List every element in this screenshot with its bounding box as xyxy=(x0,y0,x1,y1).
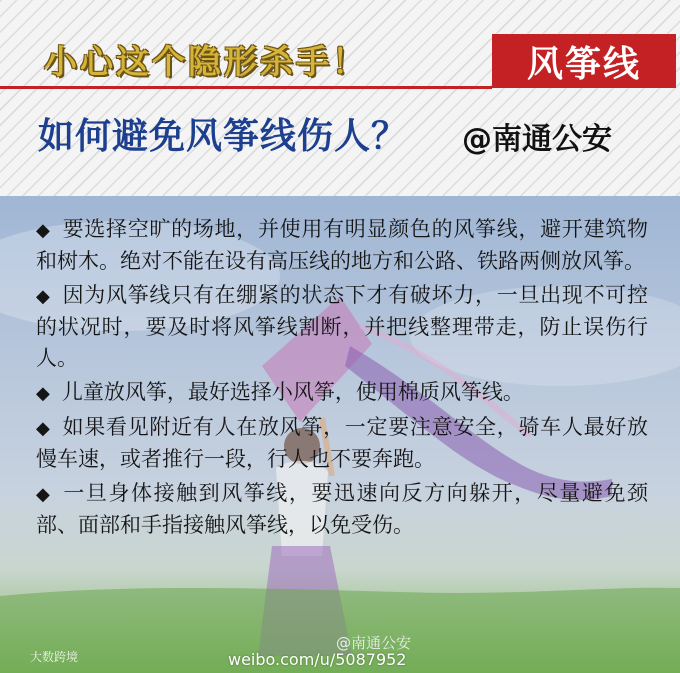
diamond-bullet-icon: ◆ xyxy=(36,383,50,404)
diamond-bullet-icon: ◆ xyxy=(36,286,51,307)
tip-item xyxy=(36,214,648,277)
tip-item xyxy=(36,478,648,541)
red-divider-line xyxy=(0,86,492,89)
watermark-weibo-url: weibo.com/u/5087952 xyxy=(228,650,407,669)
topic-badge: 风筝线 xyxy=(492,34,676,88)
diamond-bullet-icon: ◆ xyxy=(36,484,52,505)
tip-text: 一旦身体接触到风筝线，要迅速向反方向躲开，尽量避免颈部、面部和手指接触风筝线，以免受伤。 xyxy=(36,481,648,537)
tip-text: 儿童放风筝，最好选择小风筝，使用棉质风筝线。 xyxy=(61,380,524,404)
tip-text: 要选择空旷的场地，并使用有明显颜色的风筝线，避开建筑物和树木。绝对不能在设有高压线的地方和公路、铁路两侧放风筝。 xyxy=(36,217,649,273)
header-band xyxy=(0,0,680,196)
headline: 如何避免风筝线伤人？ xyxy=(38,116,409,157)
tip-text: 如果看见附近有人在放风筝，一定要注意安全，骑车人最好放慢车速，或者推行一段，行人也不要奔跑。 xyxy=(36,415,649,471)
account-handle: @南通公安 xyxy=(462,122,612,157)
watermark-source: 大数跨境 xyxy=(30,650,79,664)
tip-item xyxy=(36,412,648,475)
slogan: 小心这个隐形杀手！ xyxy=(44,42,368,81)
watermark-account: @南通公安 xyxy=(336,634,412,652)
tips-list xyxy=(36,214,648,544)
diamond-bullet-icon: ◆ xyxy=(36,220,51,241)
diamond-bullet-icon: ◆ xyxy=(36,418,51,439)
tip-text: 因为风筝线只有在绷紧的状态下才有破坏力，一旦出现不可控的状况时，要及时将风筝线割断，并把线整理带走，防止误伤行人。 xyxy=(36,283,649,370)
tip-item xyxy=(36,280,648,374)
tip-item xyxy=(36,377,648,409)
